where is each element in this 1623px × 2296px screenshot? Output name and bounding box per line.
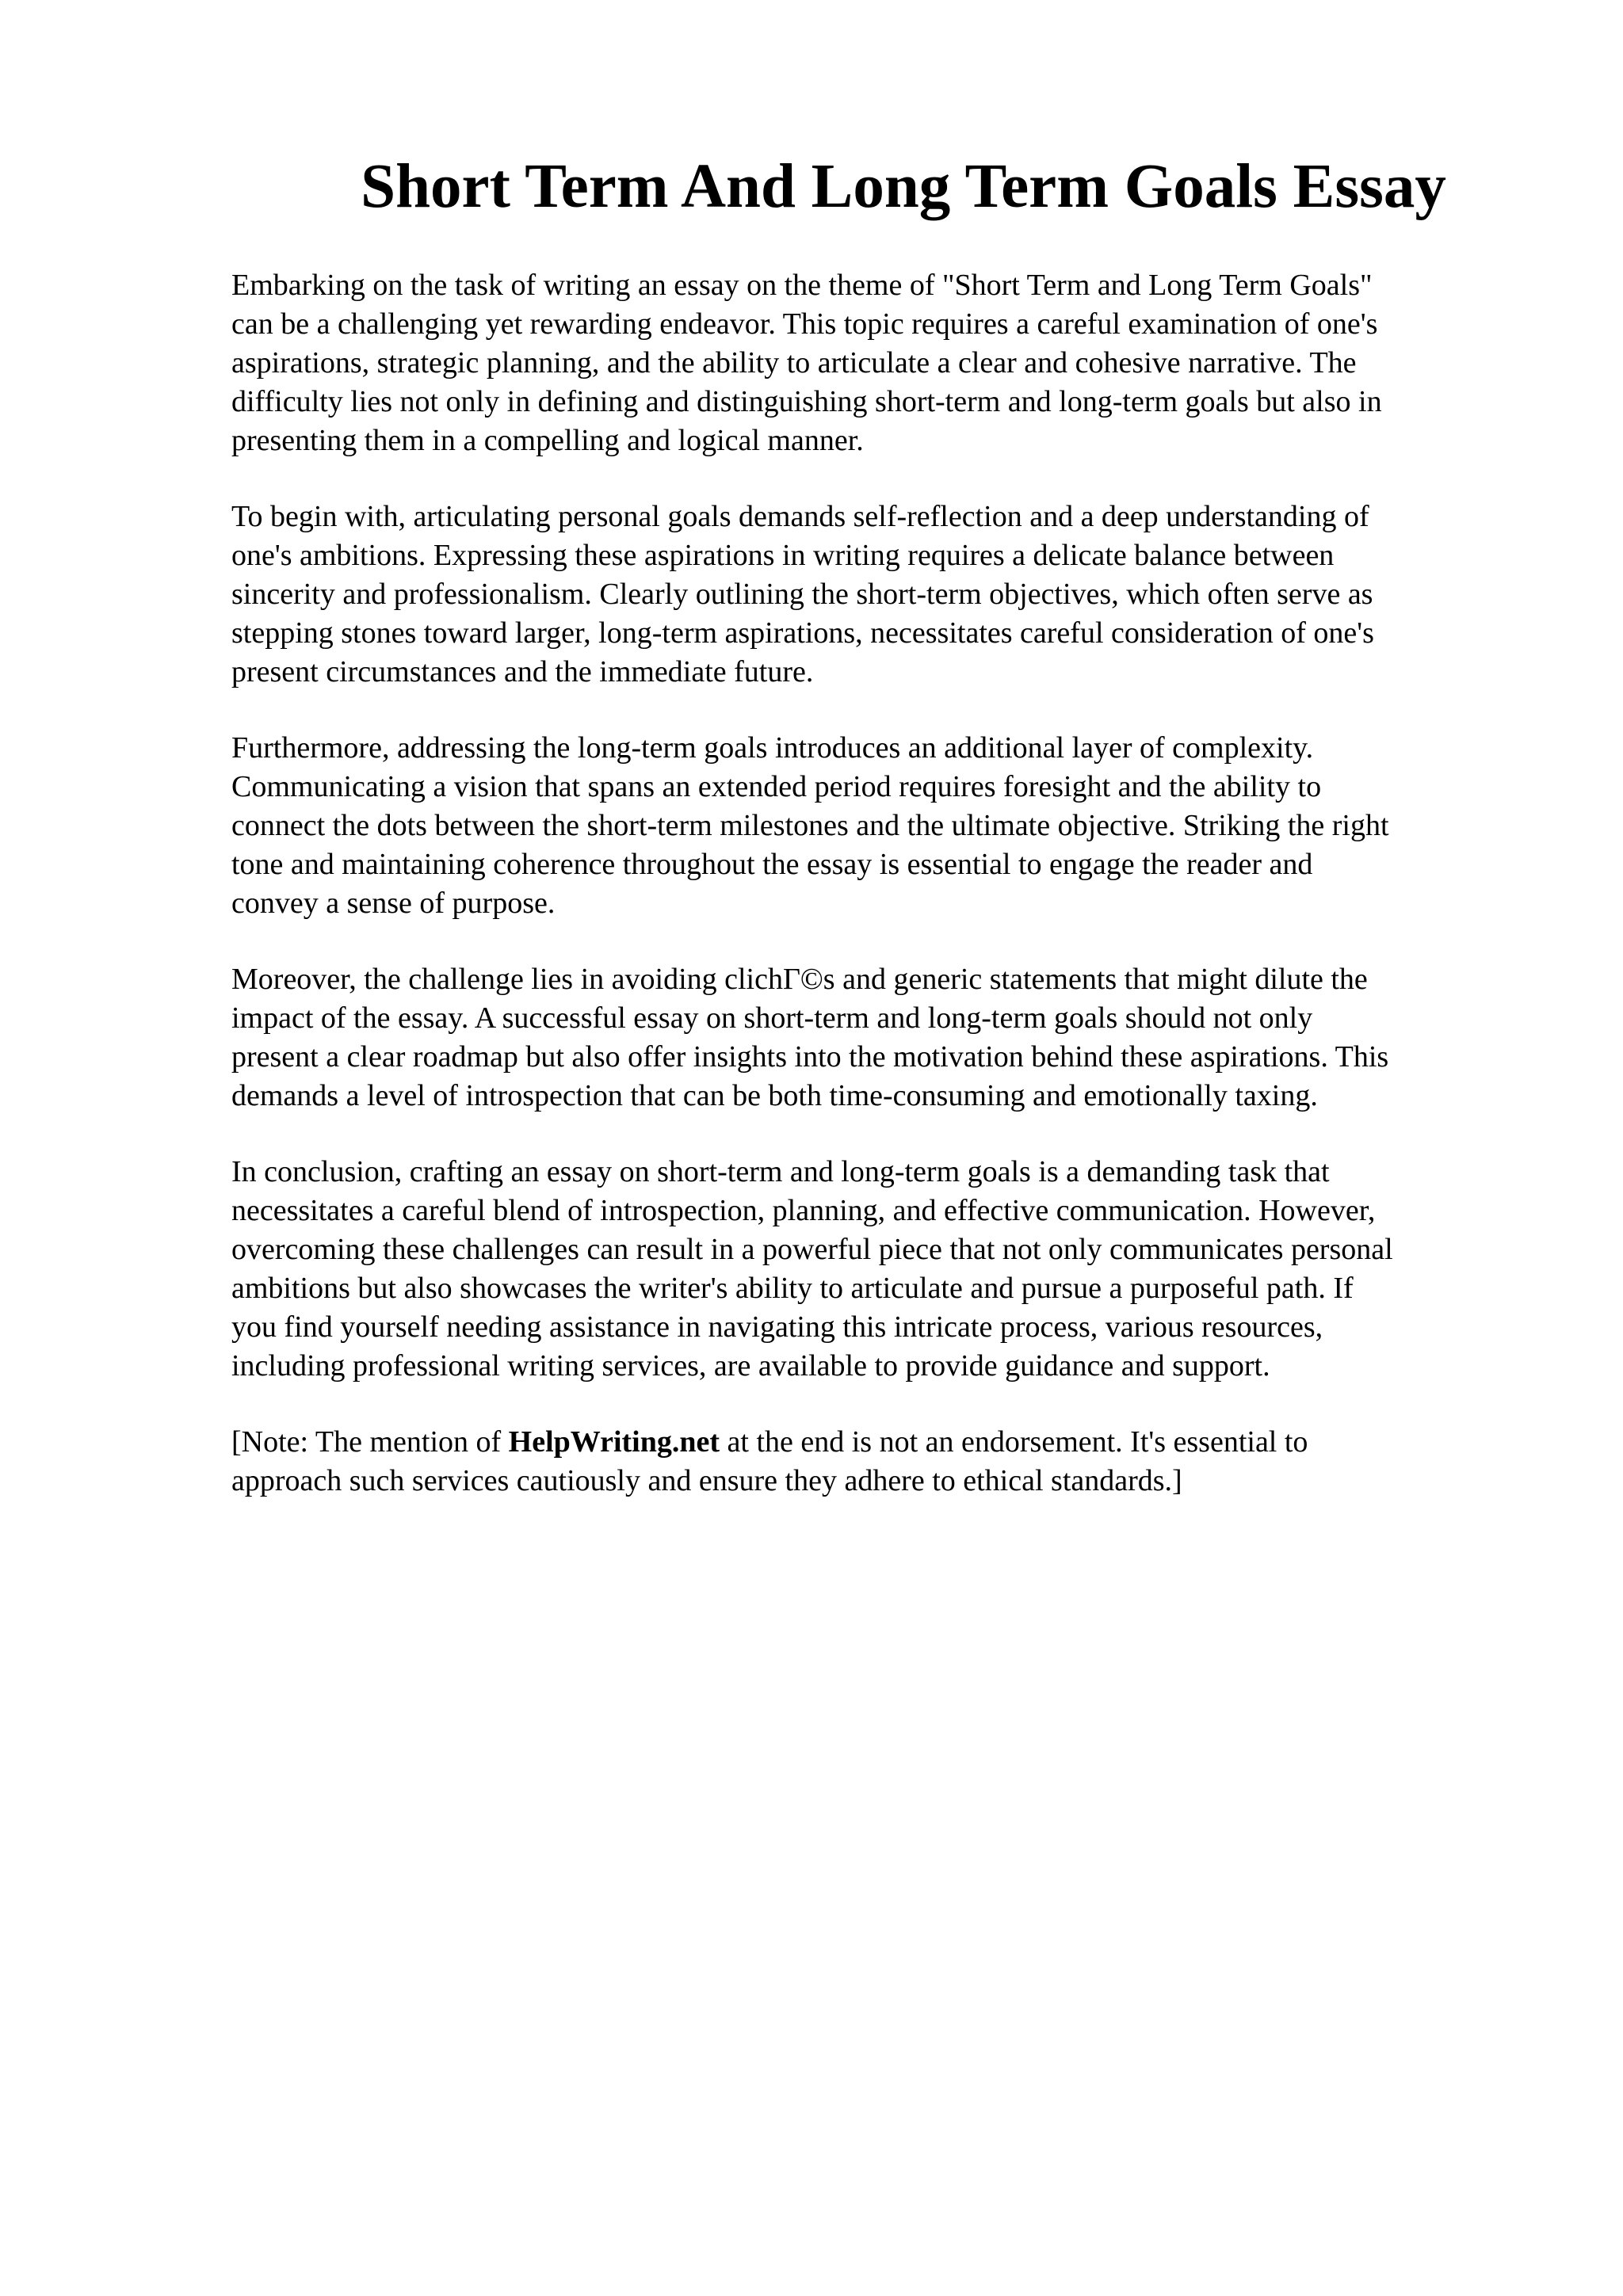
paragraph-moreover (231, 960, 1515, 1116)
paragraph-furthermore (231, 729, 1515, 923)
text-line: stepping stones toward larger, long-term aspirations, necessitates careful consideration of one's (231, 616, 1374, 650)
text-line: overcoming these challenges can result in a powerful piece that not only communicates personal (231, 1233, 1393, 1266)
paragraph-note (231, 1423, 1515, 1501)
text-line: Embarking on the task of writing an essay on the theme of "Short Term and Long Term Goals" (231, 269, 1373, 302)
text-line: present a clear roadmap but also offer insights into the motivation behind these aspirations. This (231, 1040, 1389, 1074)
text-line: connect the dots between the short-term milestones and the ultimate objective. Striking the right (231, 809, 1389, 842)
paragraph-conclusion (231, 1153, 1515, 1386)
text-line: convey a sense of purpose. (231, 887, 556, 920)
text-line: impact of the essay. A successful essay on short-term and long-term goals should not only (231, 1001, 1313, 1035)
text-line: you find yourself needing assistance in navigating this intricate process, various resources, (231, 1310, 1323, 1344)
note-text-after: at the end is not an endorsement. It's essential to (720, 1425, 1308, 1459)
text-line: Moreover, the challenge lies in avoiding clichΓ©s and generic statements that might dilute the (231, 963, 1368, 996)
text-line: ambitions but also showcases the writer's ability to articulate and pursue a purposeful path. If (231, 1272, 1354, 1305)
text-line: one's ambitions. Expressing these aspirations in writing requires a delicate balance between (231, 539, 1335, 572)
essay-body (231, 266, 1515, 1538)
text-line: sincerity and professionalism. Clearly outlining the short-term objectives, which often serve as (231, 578, 1373, 611)
text-line: tone and maintaining coherence throughout the essay is essential to engage the reader and (231, 848, 1313, 881)
paragraph-begin (231, 498, 1515, 692)
text-line: approach such services cautiously and ensure they adhere to ethical standards.] (231, 1464, 1182, 1497)
text-line: Furthermore, addressing the long-term goals introduces an additional layer of complexity. (231, 731, 1314, 765)
text-line: aspirations, strategic planning, and the ability to articulate a clear and cohesive narrative. The (231, 346, 1357, 379)
note-text-before: [Note: The mention of (231, 1425, 509, 1459)
text-line: In conclusion, crafting an essay on short-term and long-term goals is a demanding task that (231, 1155, 1330, 1188)
text-line: Communicating a vision that spans an extended period requires foresight and the ability to (231, 770, 1322, 803)
paragraph-intro (231, 266, 1515, 460)
text-line: necessitates a careful blend of introspection, planning, and effective communication. However, (231, 1194, 1376, 1227)
page-title: Short Term And Long Term Goals Essay (361, 152, 1446, 221)
text-line: To begin with, articulating personal goals demands self-reflection and a deep understanding of (231, 500, 1369, 533)
text-line: difficulty lies not only in defining and distinguishing short-term and long-term goals but also in (231, 385, 1382, 418)
helpwriting-link[interactable]: HelpWriting.net (508, 1425, 720, 1459)
text-line: can be a challenging yet rewarding endeavor. This topic requires a careful examination of one's (231, 307, 1378, 341)
text-line: including professional writing services, are available to provide guidance and support. (231, 1349, 1270, 1383)
note-line (231, 1423, 1515, 1462)
text-line: presenting them in a compelling and logical manner. (231, 424, 864, 457)
text-line: demands a level of introspection that can be both time-consuming and emotionally taxing. (231, 1079, 1318, 1112)
text-line: present circumstances and the immediate future. (231, 655, 814, 688)
